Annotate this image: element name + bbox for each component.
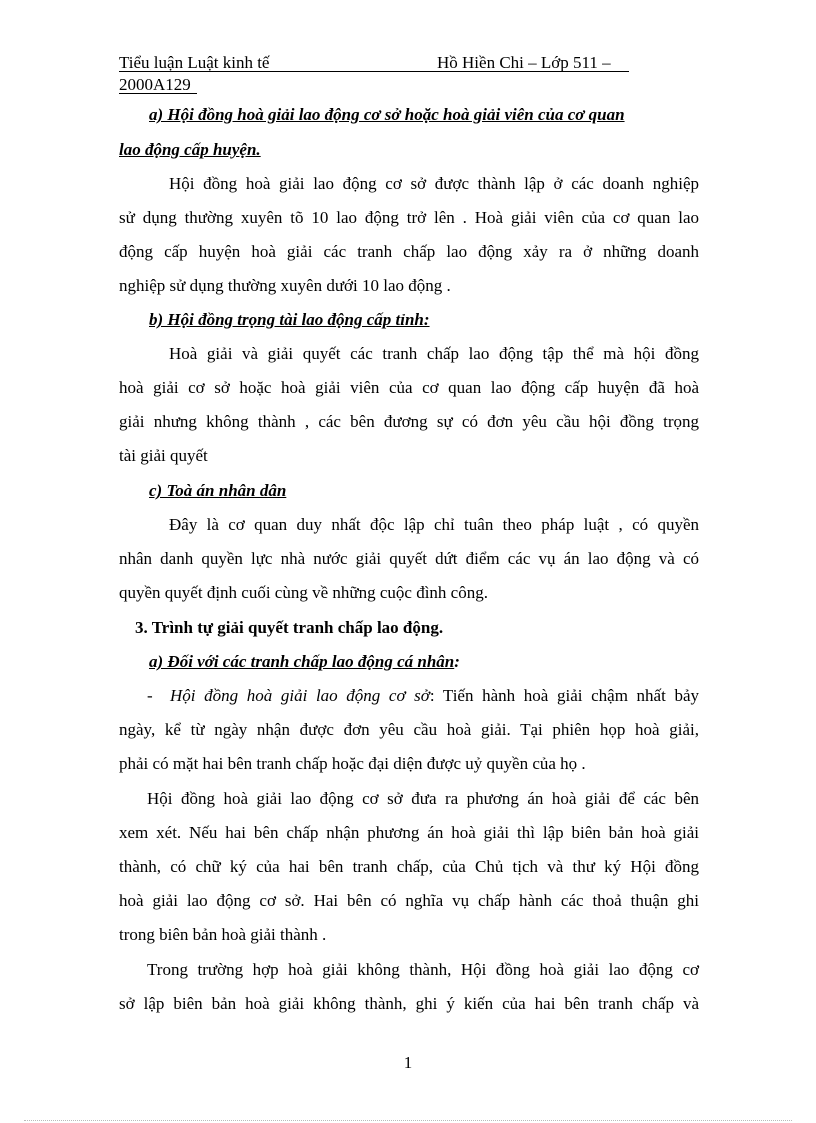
para-2-line1: Hội đồng hoà giải lao động cơ sở đưa ra phương án hoà giải để các bên <box>147 789 699 808</box>
para-b-line1: Hoà giải và giải quyết các tranh chấp lao động tập thể mà hội đồng <box>169 344 699 363</box>
para-a-line2: sử dụng thường xuyên tõ 10 lao động trở lên . Hoà giải viên của cơ quan lao <box>119 208 699 227</box>
heading-b: b) Hội đồng trọng tài lao động cấp tỉnh: <box>149 310 430 329</box>
para-3a-line3: phải có mặt hai bên tranh chấp hoặc đại diện được uỷ quyền của họ . <box>119 754 586 773</box>
para-2-line4: hoà giải lao động cơ sở. Hai bên có nghĩa vụ chấp hành các thoả thuận ghi <box>119 891 699 910</box>
heading-3a: a) Đối với các tranh chấp lao động cá nhân: <box>149 652 460 671</box>
header-underline <box>119 71 629 72</box>
para-b-line4: tài giải quyết <box>119 446 208 465</box>
para-c-line3: quyền quyết định cuối cùng về những cuộc đình công. <box>119 583 488 602</box>
page-bottom-border <box>24 1120 792 1121</box>
para-3-line2: sở lập biên bản hoà giải không thành, ghi ý kiến của hai bên tranh chấp và <box>119 994 699 1013</box>
para-c-line1: Đây là cơ quan duy nhất độc lập chỉ tuân theo pháp luật , có quyền <box>169 515 699 534</box>
para-2-line5: trong biên bản hoà giải thành . <box>119 925 327 944</box>
para-a-line4: nghiệp sử dụng thường xuyên dưới 10 lao động . <box>119 276 451 295</box>
heading-a-line2: lao động cấp huyện. <box>119 140 261 159</box>
page-number: 1 <box>403 1053 413 1072</box>
para-b-line2: hoà giải cơ sở hoặc hoà giải viên của cơ quan lao động cấp huyện đã hoà <box>119 378 699 397</box>
page-header <box>119 52 639 96</box>
header-right-text: Hồ Hiền Chi – Lớp 511 – <box>437 53 611 72</box>
para-2-line2: xem xét. Nếu hai bên chấp nhận phương án hoà giải thì lập biên bản hoà giải <box>119 823 699 842</box>
heading-section-3: 3. Trình tự giải quyết tranh chấp lao động. <box>135 618 444 637</box>
para-a-line3: động cấp huyện hoà giải các tranh chấp lao động xảy ra ở những doanh <box>119 242 699 261</box>
header-underline-2 <box>119 93 197 94</box>
para-a-line1: Hội đồng hoà giải lao động cơ sở được thành lập ở các doanh nghiệp <box>169 174 699 193</box>
para-3a-line1: - Hội đồng hoà giải lao động cơ sở: Tiến hành hoà giải chậm nhất bảy <box>147 686 699 705</box>
header-left-text: Tiểu luận Luật kinh tế <box>119 53 270 72</box>
heading-a-line1: a) Hội đồng hoà giải lao động cơ sở hoặc hoà giải viên của cơ quan <box>149 105 625 124</box>
para-2-line3: thành, có chữ ký của hai bên tranh chấp, của Chủ tịch và thư ký Hội đồng <box>119 857 699 876</box>
heading-c: c) Toà án nhân dân <box>149 481 287 500</box>
para-c-line2: nhân danh quyền lực nhà nước giải quyết dứt điểm các vụ án lao động và có <box>119 549 699 568</box>
para-3a-line2: ngày, kể từ ngày nhận được đơn yêu cầu hoà giải. Tại phiên họp hoà giải, <box>119 720 699 739</box>
header-line2-text: 2000A129 <box>119 75 191 94</box>
para-3-line1: Trong trường hợp hoà giải không thành, Hội đồng hoà giải lao động cơ <box>147 960 699 979</box>
para-b-line3: giải nhưng không thành , các bên đương sự có đơn yêu cầu hội đồng trọng <box>119 412 699 431</box>
